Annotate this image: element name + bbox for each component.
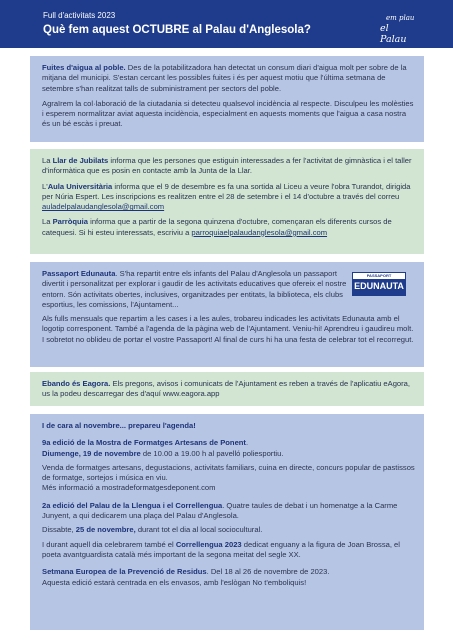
palau-date-text: durant tot el dia al local sociocultural. (135, 525, 263, 535)
aula-pre: L' (42, 181, 48, 191)
palau-llengua-date-line (42, 525, 416, 535)
eagora-section (30, 372, 424, 406)
water-leaks-heading: Fuites d'aigua al poble. (42, 63, 126, 72)
palau-date-pre: Dissabte, (42, 525, 76, 535)
mostra-description: Venda de formatges artesans, degustacions, activitats familiars, cuina en directe, concurs popular de pastissos de formatge, sortejos i música en viu. (42, 462, 415, 483)
llar-jubilats-paragraph (42, 156, 416, 177)
passport-edunauta-section (30, 262, 424, 367)
llar-text: informa que les persones que estiguin interessades a fer l'activitat de gimnàstica i el taller d'informàtica que es posin en contacte amb la Junta de la Llar. (42, 156, 412, 176)
residus-title: Setmana Europea de la Prevenció de Residus (42, 567, 207, 577)
palau-llengua-paragraph (42, 501, 416, 522)
header-kicker: Full d'activitats 2023 (43, 11, 116, 20)
passport-paragraph-1 (42, 269, 348, 310)
correllengua-title: Correllengua 2023 (175, 539, 242, 549)
page-header (0, 0, 453, 48)
parroquia-paragraph (42, 217, 416, 238)
edunauta-badge-top: PASSAPORT (353, 273, 405, 279)
mostra-title-line (42, 438, 416, 448)
mostra-more-info: Més informació a mostradeformatgesdeponent.com (42, 483, 216, 493)
mostra-title: 9a edició de la Mostra de Formatges Artesans de Ponent (42, 438, 246, 448)
aula-universitaria-paragraph (42, 182, 416, 213)
aula-universitaria-heading: Aula Universitària (47, 181, 113, 191)
llar-pre: La (42, 156, 53, 165)
residus-description: Aquesta edició estarà centrada en els envasos, amb l'eslògan No t'emboliquis! (42, 577, 307, 587)
mostra-date-line (42, 449, 416, 459)
water-leaks-section (30, 56, 424, 142)
water-leaks-paragraph-1 (42, 63, 416, 94)
mostra-date-text: de 10.00 a 19.00 h al pavelló poliesportiu. (140, 448, 284, 458)
edunauta-badge (352, 272, 406, 296)
residus-dates: . Del 18 al 26 de novembre de 2023. (206, 567, 330, 577)
passport-heading: Passaport Edunauta (42, 269, 116, 278)
mostra-title-end: . (245, 438, 249, 448)
water-leaks-text-1: Des de la potabilitzadora han detectat un consum diari d'aigua molt per sobre de la mitjana del municipi. S'estan cercant les possibles fuites i és per aquest motiu que l'última setmana de setembre s'han realitzat talls de subministrament per sectors del poble. (42, 63, 407, 93)
palau-llengua-text: . Quatre taules de debat i un homenatge a la Carme Junyent, a qui dedicarem una plaça del Palau d'Anglesola. (42, 500, 398, 521)
edunauta-badge-word: EDUNAUTA (354, 281, 404, 291)
eagora-paragraph (42, 379, 416, 400)
parr-text: informa que a partir de la segona quinzena d'octubre, començaran els diferents cursos de catequesi. Si hi esteu interessats, escriviu a (42, 217, 392, 237)
residus-title-line (42, 567, 416, 577)
november-agenda-section (30, 414, 424, 630)
palau-llengua-title: 2a edició del Palau de la Llengua i el Correllengua (42, 500, 223, 510)
parroquia-email-link[interactable]: parroquiaelpalaudanglesola@gmail.com (191, 227, 328, 237)
eagora-heading: Ebando és Eagora. (42, 379, 111, 388)
palau-llengua-date: 25 de novembre, (75, 525, 136, 535)
page-title: Què fem aquest OCTUBRE al Palau d'Anglesola? (43, 24, 311, 36)
parroquia-heading: Parròquia (52, 217, 89, 227)
corr-pre: I durant aquell dia celebrarem també el (42, 539, 176, 549)
passport-paragraph-2: Als fulls mensuals que repartim a les cases i a les aules, trobareu indicades les activitats Edunauta amb el logotip corresponent. També a l'agenda de la pàgina web de l'Ajuntament. Veniu-hi! Aprendreu i gaudireu molt. I sobretot no oblideu de portar el vostre Passaport! Al final de curs hi ha una festa de celebrar tot el recorregut. (42, 314, 414, 344)
parr-pre: La (42, 217, 53, 227)
agenda-heading: I de cara al novembre... prepareu l'agenda! (42, 421, 196, 430)
water-leaks-paragraph-2: Agraïrem la col·laboració de la ciutadania si detecteu qualsevol incidència al respecte. Disculpeu les molèsties i esperem normalitzar aviat aquesta incidència, especialment en aquests moments que l'aigua a casa nostra és un bé escàs i preuat. (42, 98, 414, 129)
correllengua-paragraph (42, 540, 416, 561)
passport-text-1: . S'ha repartit entre els infants del Palau d'Anglesola un passaport divertit i personalitzat per explorar i gaudir de les activitats educatives que ofereix el nostre entorn. Són activitats obertes, inclusives, organitzades per entitats, la biblioteca, els clubs esportius, les comissions, l'Ajuntament... (42, 269, 347, 309)
llar-jubilats-heading: Llar de Jubilats (52, 156, 109, 165)
aula-text: informa que el 9 de desembre es fa una sortida al Liceu a veure l'obra Turandot, dirigida per Núria Espert. Les inscripcions es realitzen entre el 28 de setembre i el 14 d'octubre a través del correu (42, 181, 411, 201)
aula-email-link[interactable]: auladelpalaudanglesola@gmail.com (42, 202, 165, 212)
em-plau-el-palau-logo (380, 14, 416, 45)
logo-line-2: el Palau (380, 23, 407, 45)
logo-line-1: em plau (386, 14, 415, 22)
community-section (30, 149, 424, 254)
eagora-text: Els pregons, avisos i comunicats de l'Ajuntament es reben a través de l'aplicatiu eAgora, us la podeu descarregar des d'aquí www.eagora.app (42, 379, 411, 399)
mostra-date: Diumenge, 19 de novembre (42, 448, 141, 458)
corr-text: dedicat enguany a la figura de Joan Brossa, el poeta avantguardista català més important de la segona meitat del segle XX. (42, 539, 400, 559)
